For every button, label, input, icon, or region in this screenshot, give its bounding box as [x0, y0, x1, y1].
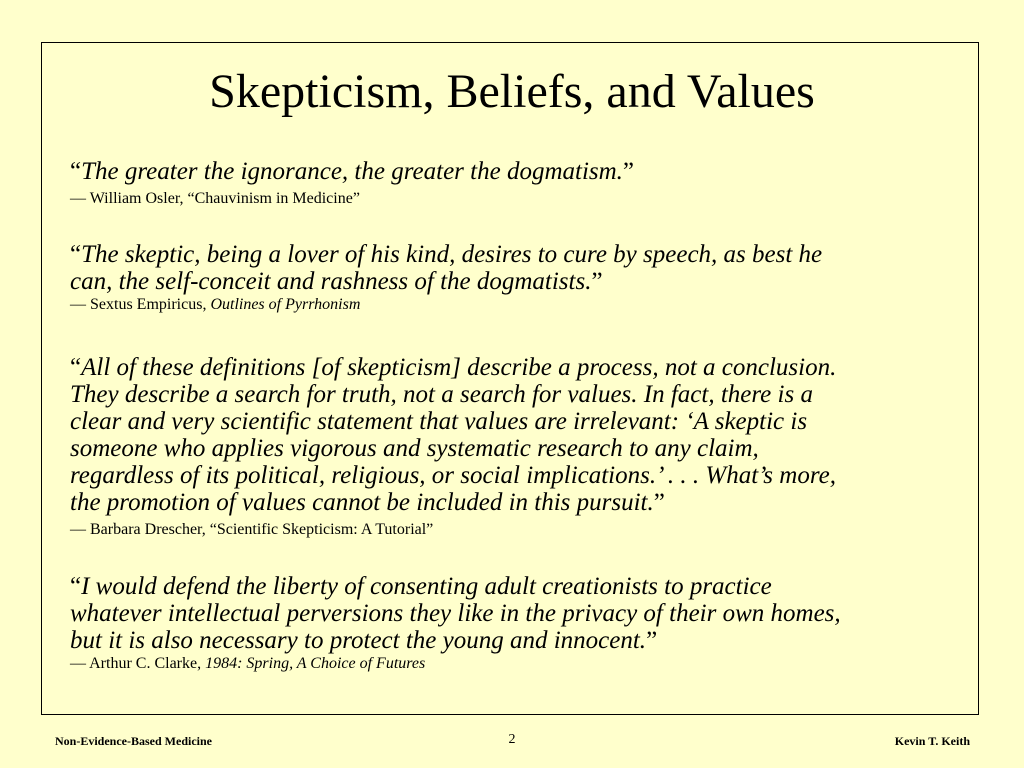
open-quote-mark: “ [70, 241, 82, 268]
quote-block-clarke [70, 573, 960, 674]
quote-line: regardless of its political, religious, or social implications.’ . . . What’s more, [70, 462, 836, 489]
slide-title: Skepticism, Beliefs, and Values [209, 65, 815, 118]
attribution-author: — Arthur C. Clarke, [70, 655, 206, 672]
quote-text [70, 354, 960, 516]
quote-line: can, the self-conceit and rashness of the dogmatists. [70, 268, 592, 295]
quote-line: someone who applies vigorous and systematic research to any claim, [70, 435, 759, 462]
quote-line: The skeptic, being a lover of his kind, desires to cure by speech, as best he [81, 241, 823, 268]
footer-presentation-title: Non-Evidence-Based Medicine [55, 734, 212, 748]
footer-page-number: 2 [508, 732, 516, 747]
quote-line: but it is also necessary to protect the young and innocent. [70, 627, 647, 654]
open-quote-mark: “ [70, 158, 82, 185]
quote-line: whatever intellectual perversions they like in the privacy of their own homes, [70, 600, 841, 627]
quote-text [70, 241, 960, 295]
quote-block-sextus [70, 241, 960, 315]
quote-attribution [70, 654, 960, 674]
attribution-author: — Sextus Empiricus, [70, 296, 211, 313]
close-quote-mark: ” [653, 489, 665, 516]
attribution-author: — William Osler, “Chauvinism in Medicine” [70, 190, 360, 207]
quote-block-osler [70, 158, 960, 209]
attribution-work: Outlines of Pyrrhonism [210, 296, 361, 313]
quote-attribution [70, 520, 960, 540]
quote-line: the promotion of values cannot be included in this pursuit. [70, 489, 654, 516]
quote-line: All of these definitions [of skepticism] describe a process, not a conclusion. [81, 354, 837, 381]
close-quote-mark: ” [622, 158, 635, 185]
quote-line: The greater the ignorance, the greater the dogmatism. [81, 158, 623, 185]
quote-line: I would defend the liberty of consenting adult creationists to practice [81, 573, 772, 600]
quote-text [70, 573, 960, 654]
close-quote-mark: ” [591, 268, 603, 295]
quote-attribution [70, 295, 960, 315]
quote-block-drescher [70, 354, 960, 540]
attribution-author: — Barbara Drescher, “Scientific Skepticism: A Tutorial” [70, 521, 434, 538]
quote-attribution [70, 189, 960, 209]
close-quote-mark: ” [646, 627, 658, 654]
quote-line: clear and very scientific statement that values are irrelevant: ‘A skeptic is [70, 408, 808, 435]
open-quote-mark: “ [70, 573, 82, 600]
footer-author: Kevin T. Keith [894, 734, 970, 748]
quote-text [70, 158, 960, 185]
quote-line: They describe a search for truth, not a search for values. In fact, there is a [70, 381, 813, 408]
attribution-work: 1984: Spring, A Choice of Futures [205, 655, 426, 672]
open-quote-mark: “ [70, 354, 82, 381]
